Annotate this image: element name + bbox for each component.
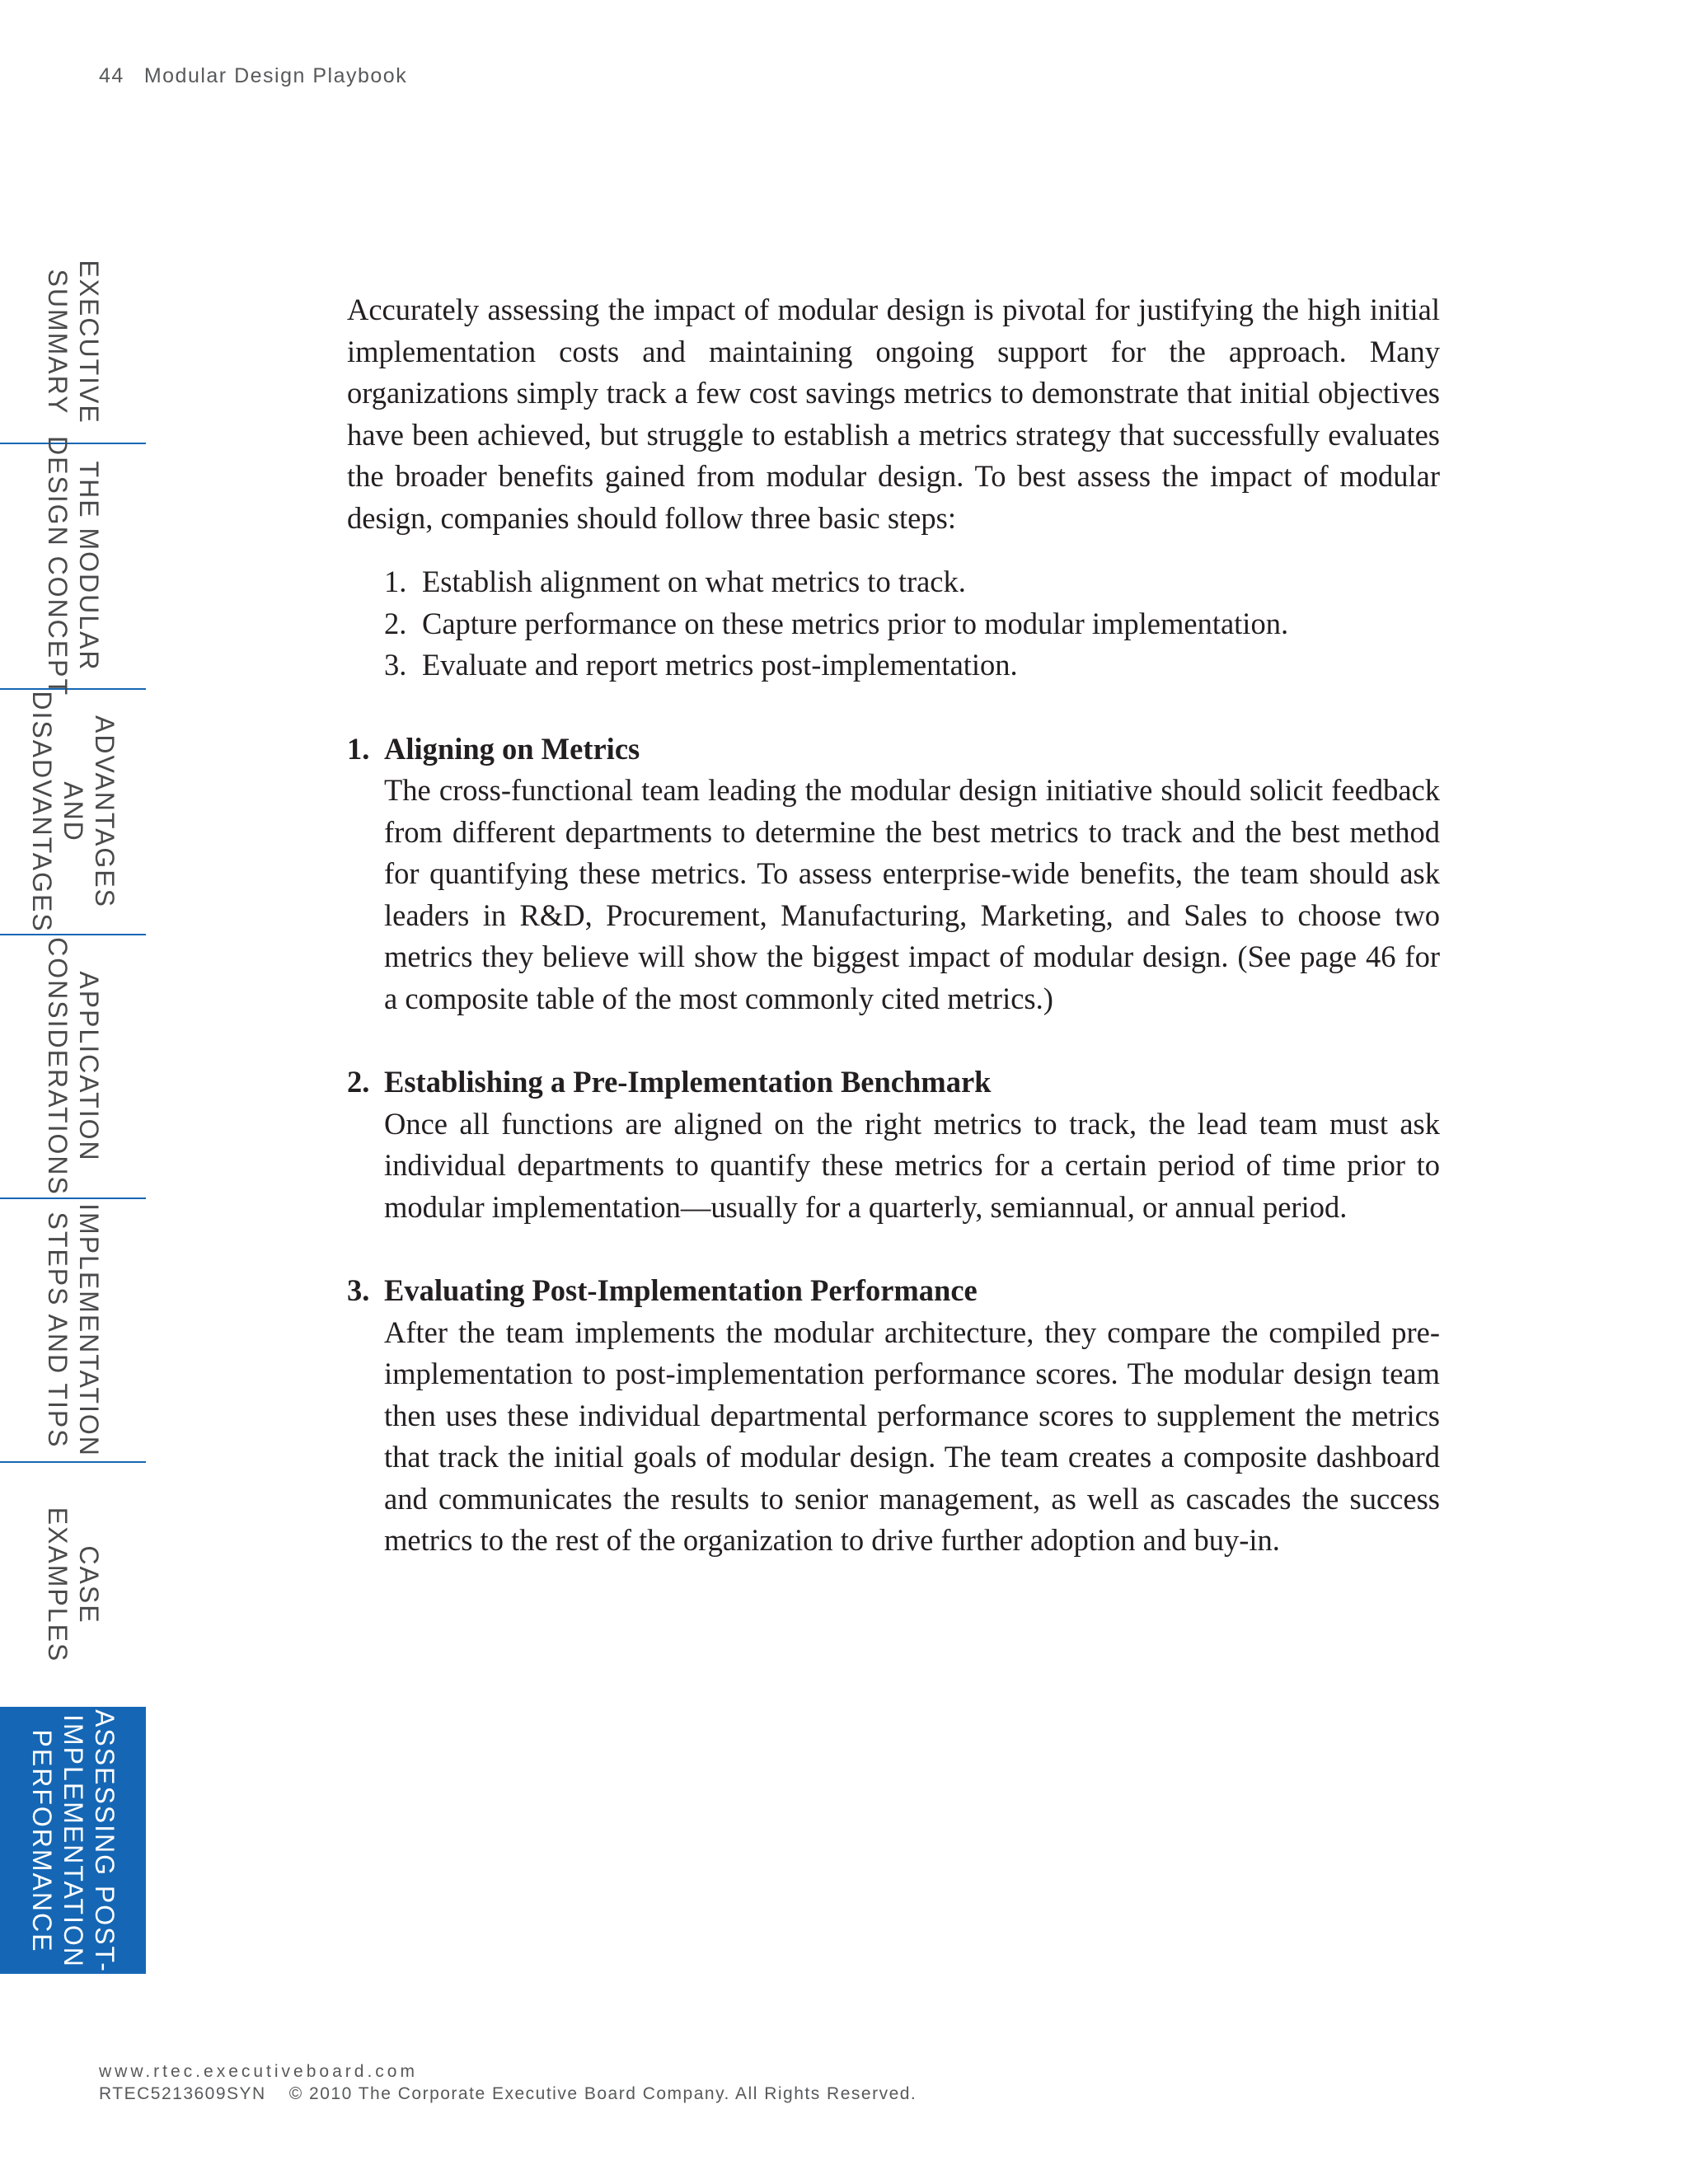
tab-label: APPLICATION CONSIDERATIONS [42, 937, 104, 1196]
document-code: RTEC5213609SYN [99, 2084, 266, 2103]
main-content [347, 289, 1440, 1562]
list-item [384, 603, 1440, 645]
page-number: 44 [99, 64, 124, 87]
page-footer [99, 2060, 917, 2105]
intro-paragraph: Accurately assessing the impact of modular design is pivotal for justifying the high initial implementation costs and maintaining ongoing support for the approach. Many organizations simply track a few cost savings metrics to demonstrate that initial objectives have been achieved, but struggle to establish a metrics strategy that successfully evaluates the broader benefits gained from modular design. To best assess the impact of modular design, companies should follow three basic steps: [347, 293, 1440, 535]
footer-url[interactable]: www.rtec.executiveboard.com [99, 2062, 418, 2081]
footer-legal [99, 2083, 917, 2105]
list-item-text: Evaluate and report metrics post-implementation. [422, 648, 1018, 682]
tab-assessing-performance[interactable] [0, 1708, 146, 1974]
section-number: 3. [347, 1273, 370, 1307]
list-item-number: 2. [384, 606, 407, 640]
section-post-implementation-performance [347, 1270, 1440, 1562]
tab-advantages-disadvantages[interactable] [0, 690, 146, 935]
section-number: 2. [347, 1065, 370, 1099]
section-pre-implementation-benchmark [347, 1062, 1440, 1228]
section-body: After the team implements the modular architecture, they compare the compiled pre-implementation to post-implementation performance scores. The modular design team then uses these individual departmental performance scores to supplement the metrics that track the initial goals of modular design. The team creates a composite dashboard and communicates the results to senior management, as well as cascades the success metrics to the rest of the organization to drive further adoption and buy-in. [384, 1315, 1440, 1557]
tab-implementation-steps[interactable] [0, 1199, 146, 1463]
list-item-number: 3. [384, 648, 407, 682]
section-title: Establishing a Pre-Implementation Benchmark [384, 1065, 992, 1099]
list-item-text: Capture performance on these metrics prior to modular implementation. [422, 606, 1289, 640]
section-heading [347, 1062, 1440, 1104]
section-title: Evaluating Post-Implementation Performance [384, 1273, 978, 1307]
section-heading [347, 1270, 1440, 1312]
tab-case-examples[interactable] [0, 1463, 146, 1708]
tab-label: ADVANTAGES AND DISADVANTAGES [26, 691, 120, 933]
section-aligning-metrics [347, 729, 1440, 1020]
tab-application-considerations[interactable] [0, 935, 146, 1199]
section-title: Aligning on Metrics [384, 731, 640, 766]
tab-executive-summary[interactable] [0, 241, 146, 444]
section-body: Once all functions are aligned on the right metrics to track, the lead team must ask individual departments to quantify these metrics for a certain period of time prior to modular implementation—usually for a quarterly, semiannual, or annual period. [384, 1106, 1440, 1224]
list-item [384, 644, 1440, 687]
tab-label: EXECUTIVE SUMMARY [42, 260, 104, 424]
tab-label: THE MODULAR DESIGN CONCEPT [42, 435, 104, 697]
steps-list [384, 561, 1440, 687]
tab-label: CASE EXAMPLES [42, 1507, 104, 1663]
list-item [384, 561, 1440, 603]
section-heading [347, 729, 1440, 771]
list-item-text: Establish alignment on what metrics to track. [422, 565, 966, 598]
section-body: The cross-functional team leading the modular design initiative should solicit feedback from different departments to determine the best metrics to track and the best method for quantifying these metrics. To assess enterprise-wide benefits, the team should ask leaders in R&D, Procurement, Manufacturing, Marketing, and Sales to choose two metrics they believe will show the biggest impact of modular design. (See page 46 for a composite table of the most commonly cited metrics.) [384, 773, 1440, 1015]
page-header [99, 64, 407, 88]
tab-label: IMPLEMENTATION STEPS AND TIPS [42, 1203, 104, 1457]
copyright-notice: © 2010 The Corporate Executive Board Company. All Rights Reserved. [288, 2084, 917, 2103]
list-item-number: 1. [384, 565, 407, 598]
section-number: 1. [347, 731, 370, 766]
document-title: Modular Design Playbook [143, 64, 408, 87]
tab-modular-design-concept[interactable] [0, 435, 146, 697]
tab-label: ASSESSING POST- IMPLEMENTATION PERFORMANCE [26, 1709, 120, 1973]
